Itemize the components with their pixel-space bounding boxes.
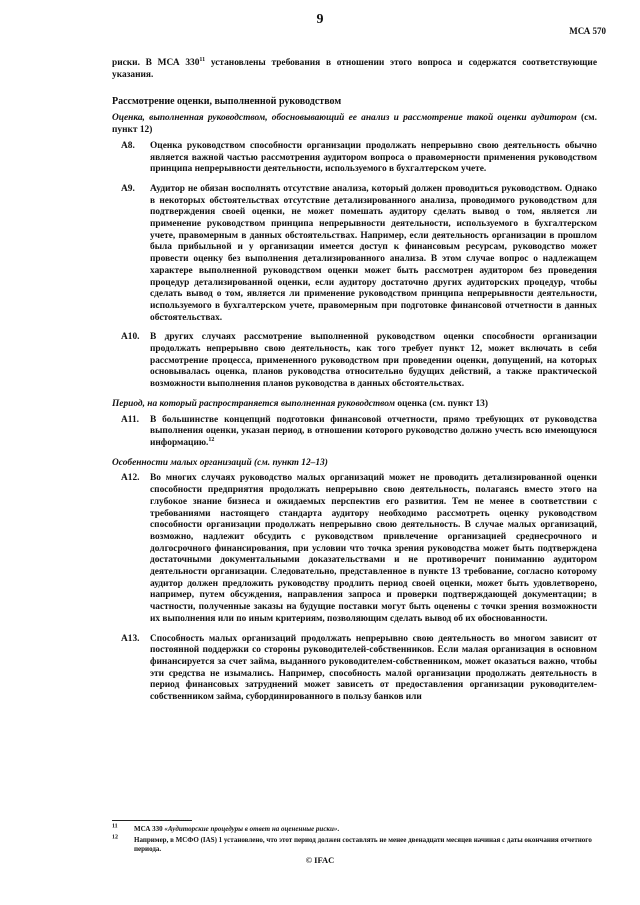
paragraph-label: A12. (121, 473, 140, 484)
footnote-ref-12[interactable]: 12 (208, 436, 215, 443)
paragraph-a11 (112, 415, 597, 450)
section-title: Рассмотрение оценки, выполненной руководством (112, 96, 342, 108)
paragraph-text: Способность малых организаций продолжать непрерывно свою деятельность во многом зависит от постоянной поддержки со стороны руководителей-собственников. Если малая организация в основном финансируется за счет займа, выданного руководителем-собственником, может оказаться важно, чтобы эти средства не изымались. Например, способность малой организации продолжать деятельность в период финансовых затруднений может зависеть от предоставления организации руководителем-собственником займа, субординированного в пользу банков или (150, 633, 597, 703)
paragraph-label: A11. (121, 414, 139, 425)
footnote-11: $^{11}$ МСА 330 «Аудиторские процедуры в ответ на оцененные риски». (112, 823, 340, 833)
paragraph-label: A9. (121, 183, 135, 194)
paragraph-text: В большинстве концепций подготовки финансовой отчетности, прямо требующих от руководства выполнения оценки, указан период, в отношении которого руководство должно учесть всю имеющуюся информацию. (150, 414, 597, 448)
footnotes (112, 825, 597, 856)
paragraph-text: Во многих случаях руководство малых организаций может не проводить детализированной оценки способности предприятия продолжать непрерывно свою деятельность, полагаясь вместо этого на глубокое знание бизнеса и ожидаемых перспектив его развития. Тем не менее в соответствии с требованиями настоящего стандарта аудитору необходимо рассмотреть оценку руководством способности организации продолжать непрерывно свою деятельность. В случае малых организаций, возможно, надлежит обсудить с руководством привлечение организацией среднесрочного и долгосрочного финансирования, при условии что точка зрения руководства может быть подтверждена достаточными документальными доказательствами и не противоречит пониманию аудитором деятельности организации. Следовательно, представленное в пункте 13 требование, согласно которому аудитор должен предложить руководству продлить период своей оценки, может быть удовлетворено, например, путем обсуждения, направления запроса и проверки подтверждающей документации; в частности, полученные заказы на будущие поставки могут быть оценены с точки зрения возможности их выполнения или по иным критериям, позволяющим сделать вывод об их обоснованности. (150, 473, 597, 624)
subsection-1: Оценка, выполненная руководством, обосновывающий ее анализ и рассмотрение такой оценки аудитором (см. пункт 12) (112, 113, 598, 136)
paragraph-text: Оценка руководством способности организации продолжать непрерывно свою деятельность обычно является важной частью рассмотрения аудитором вопроса о правомерности применения руководством принципа непрерывности деятельности, используемого в бухгалтерском учете. (150, 140, 597, 175)
paragraph-label: A8. (121, 140, 135, 151)
copyright-footer: © IFAC (305, 855, 335, 865)
footnote-12: $^{12}$ Например, в МСФО (IAS) 1 установлено, что этот период должен составлять не менее двенадцати месяцев начиная с даты окончания отчетного периода. (112, 834, 592, 853)
body-text (112, 58, 597, 712)
paragraph-label: A10. (121, 332, 140, 343)
paragraph-label: A13. (121, 633, 140, 644)
page-number: 9 (316, 12, 324, 27)
footnote-ref-11[interactable]: 11 (199, 56, 206, 63)
footnote-divider (112, 820, 192, 821)
paragraph-a13 (112, 634, 597, 704)
paragraph-a12 (112, 473, 597, 625)
paragraph-a10 (112, 332, 597, 391)
subsection-3: Особенности малых организаций (см. пункт 12–13) (112, 457, 328, 468)
intro-paragraph: риски. В МСА $330^{11}$ установлены требования в отношении этого вопроса и содержатся соответствующие указания. (112, 56, 597, 80)
paragraph-a9 (112, 184, 597, 324)
paragraph-text: Аудитор не обязан восполнять отсутствие анализа, который должен проводиться руководством. Однако в некоторых обстоятельствах отсутствие детализированного анализа, проводимого руководством для подтверждения своей оценки, не может помешать аудитору сделать вывод о том, является ли применение руководством принципа непрерывности деятельности, используемого в бухгалтерском учете, правомерным в данных обстоятельствах. Например, если деятельность организации в прошлом была прибыльной и у организации имеется доступ к финансовым ресурсам, руководство может провести оценку без выполнения детализированного анализа. В этом случае вопрос о надлежащем характере выполненной руководством оценки может быть рассмотрен аудитором без проведения процедур детализированной оценки, если аудитору достаточно других аудиторских процедур, чтобы сделать вывод о том, является ли применение руководством принципа непрерывности деятельности, используемого в бухгалтерском учете, правомерным при подготовке финансовой отчетности в данных обстоятельствах. (150, 183, 597, 323)
standard-label: МСА 570 (569, 26, 606, 36)
paragraph-a8 (112, 141, 597, 176)
paragraph-text: В других случаях рассмотрение выполненной руководством оценки способности организации продолжать непрерывно свою деятельность, как того требует пункт 12, может включать в себя рассмотрение процесса, примененного руководством при проведении оценки, допущений, на которых основывалась оценка, планов руководства относительно будущих действий, а также практической возможности выполнения планов руководства в данных обстоятельствах. (150, 332, 597, 390)
subsection-2: Период, на который распространяется выполненная руководством оценка (см. пункт 13) (112, 398, 488, 409)
